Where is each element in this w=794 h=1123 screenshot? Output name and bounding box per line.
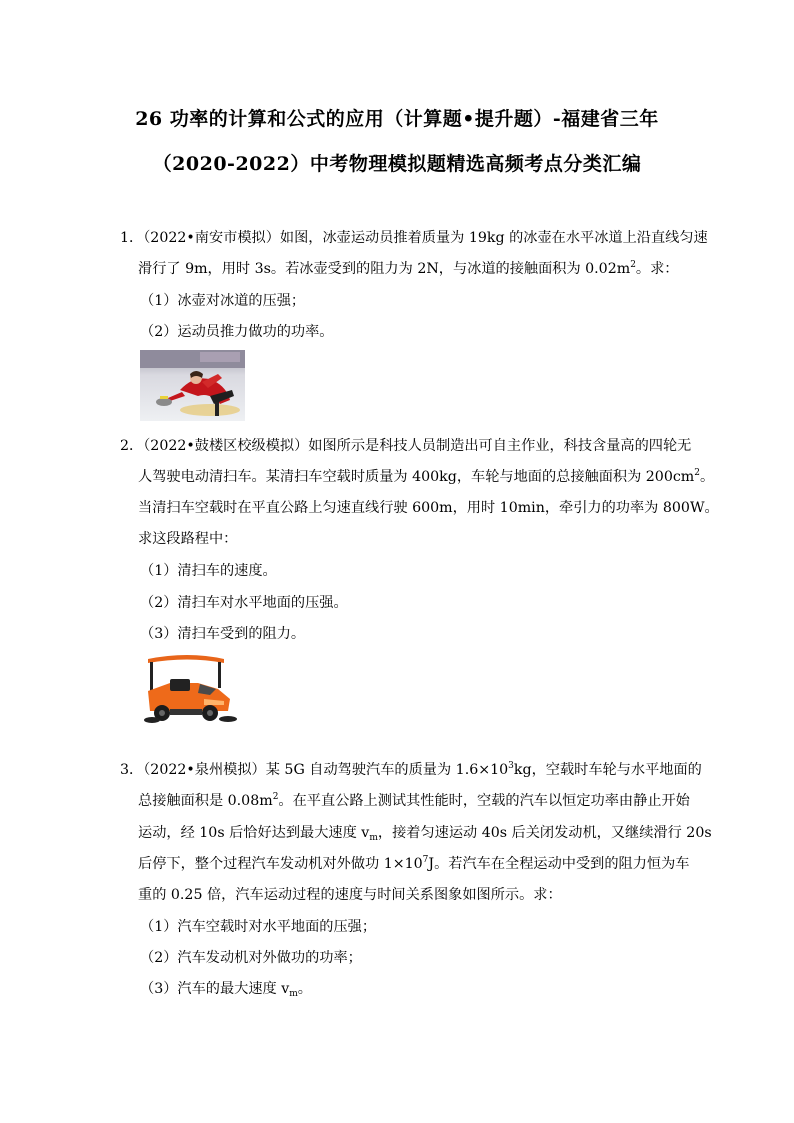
q3-text-line-5: 重的 0.25 倍，汽车运动过程的速度与时间关系图象如图所示。求： [138,887,562,903]
document-title-line-2: （2020-2022）中考物理模拟题精选高频考点分类汇编 [152,153,642,175]
q3-text-line-1: 3．（2022•泉州模拟）某 5G 自动驾驶汽车的质量为 $1.6\times 10^3kg$，空载时车轮与水平地面的 [120,761,702,778]
q3-text-line-2: 总接触面积是 $0.08m^2$。在平直公路上测试其性能时，空载的汽车以恒定功率由静止开始 [138,792,690,809]
q1-subquestion-1: （1）冰壶对冰道的压强； [140,293,306,309]
q3-subquestion-3: （3）汽车的最大速度 $v_m$。 [140,981,312,999]
sweeper-vehicle-image [140,653,238,727]
q2-text-line-1: 2．（2022•鼓楼区校级模拟）如图所示是科技人员制造出可自主作业，科技含量高的四轮无 [120,438,692,454]
q2-subquestion-3: （3）清扫车受到的阻力。 [140,626,306,642]
q2-text-line-2: 人驾驶电动清扫车。某清扫车空载时质量为 400kg，车轮与地面的总接触面积为 $200cm^2$。 [138,468,715,485]
q2-subquestion-1: （1）清扫车的速度。 [140,563,277,579]
document-title-line-1: 26 功率的计算和公式的应用（计算题•提升题）-福建省三年 [135,108,659,130]
q3-text-line-4: 后停下，整个过程汽车发动机对外做功 $1\times 10^7J$。若汽车在全程运动中受到的阻力恒为车 [138,855,690,872]
q3-text-line-3: 运动，经 10s 后恰好达到最大速度 $v_m$，接着匀速运动 40s 后关闭发动机，又继续滑行 20s [138,825,712,843]
curling-athlete-image [140,350,245,421]
q1-text-line-1: 1．（2022•南安市模拟）如图，冰壶运动员推着质量为 19kg 的冰壶在水平冰道上沿直线匀速 [120,230,708,246]
q3-subquestion-1: （1）汽车空载时对水平地面的压强； [140,919,377,935]
q1-subquestion-2: （2）运动员推力做功的功率。 [140,324,334,340]
q1-text-line-2: 滑行了 9m，用时 3s。若冰壶受到的阻力为 2N，与冰道的接触面积为 $0.02m^2$。求： [138,260,679,277]
q2-subquestion-2: （2）清扫车对水平地面的压强。 [140,595,348,611]
q2-text-line-3: 当清扫车空载时在平直公路上匀速直线行驶 600m，用时 10min，牵引力的功率为 800W。 [138,500,719,516]
q2-text-line-4: 求这段路程中： [138,531,238,547]
q3-subquestion-2: （2）汽车发动机对外做功的功率； [140,950,362,966]
